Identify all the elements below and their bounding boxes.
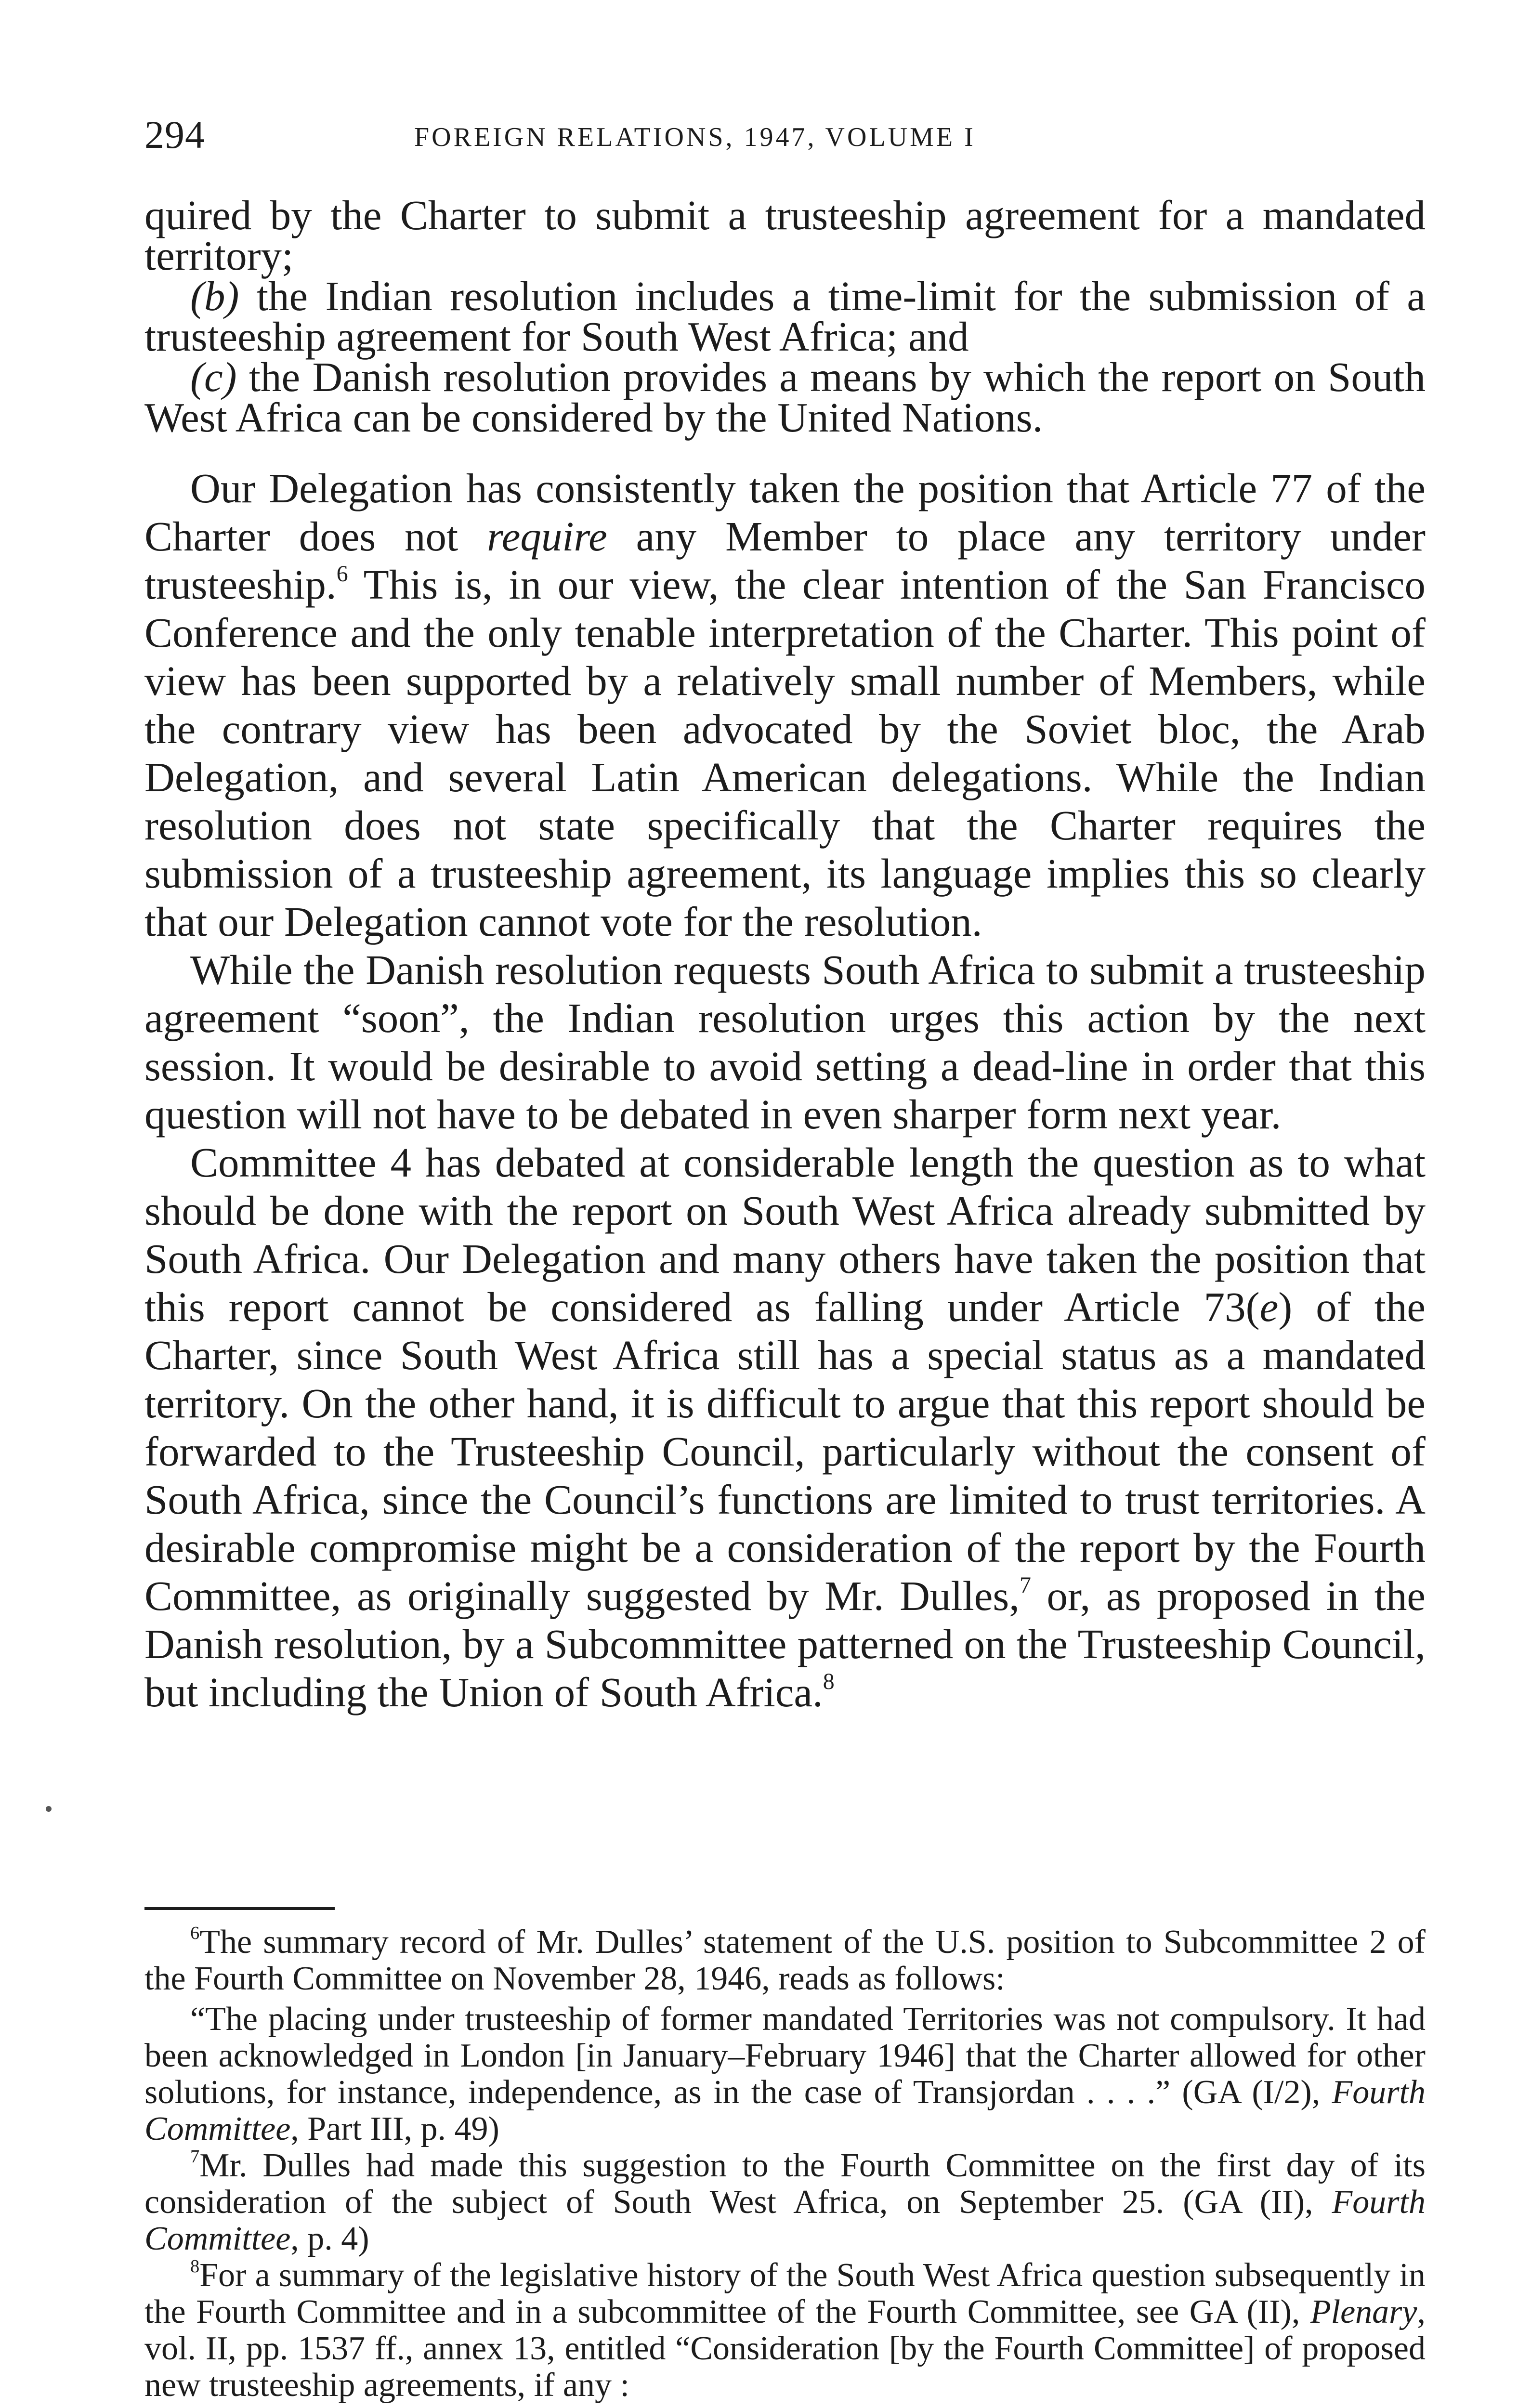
running-head: FOREIGN RELATIONS, 1947, VOLUME I [414, 122, 976, 152]
footnote-ref-6: 6 [336, 561, 348, 587]
footnote-6-quote: “The placing under trusteeship of former mandated Territories was not compulsory. It had been acknowledged in London [in January–February 1946] that the Charter allowed for other solutions, for instance, independence, as in the case of Transjordan . . . .” (GA (I/2), Fourth Committee, Part III, p. 49) [144, 2001, 1426, 2147]
footnote-8: $^8$For a summary of the legislative history of the South West Africa question subsequently in the Fourth Committee and in a subcommittee of the Fourth Committee, see GA (II), Plenary, vol. II, pp. 1537 ff., annex 13, entitled “Consideration [by the Fourth Committee] of proposed new trusteeship agreements, if any : [144, 2256, 1426, 2404]
page-header [144, 108, 1426, 161]
footnote-7: $^7$Mr. Dulles had made this suggestion to the Fourth Committee on the first day of its consideration of the subject of South West Africa, on September 25. (GA (II), Fourth Committee, p. 4) [144, 2146, 1426, 2257]
page-number: 294 [144, 113, 205, 157]
paragraph-danish-resolution: While the Danish resolution requests South Africa to submit a trusteeship agreement “soon”, the Indian resolution urges this action by the next session. It would be desirable to avoid setting a dead-line in order that this question will not have to be debated in even sharper form next year. [144, 946, 1426, 1138]
footnote-6: $^6$The summary record of Mr. Dulles’ statement of the U.S. position to Subcommittee 2 of the Fourth Committee on November 28, 1946, reads as follows: [144, 1923, 1426, 1997]
paragraph-item-c: (c) the Danish resolution provides a means by which the report on South West Africa can be considered by the United Nations. [144, 353, 1426, 441]
footnote-ref-7: 7 [1019, 1572, 1031, 1598]
margin-mark [46, 1806, 52, 1812]
main-text [144, 192, 1426, 1716]
footnote-ref-8: 8 [823, 1669, 835, 1695]
paragraph-committee-4: Committee 4 has debated at considerable length the question as to what should be done with the report on South West Africa already submitted by South Africa. Our Delegation and many others have taken the position that this report cannot be considered as falling under Article 73(e) of the Charter, since South West Africa still has a special status as a mandated territory. On the other hand, it is difficult to argue that this report should be forwarded to the Trusteeship Council, particularly without the consent of South Africa, since the Council’s functions are limited to trust territories. A desirable compromise might be a consideration of the report by the Fourth Committee, as originally suggested by Mr. Dulles,$^7$ or, as proposed in the Danish resolution, by a Subcommittee patterned on the Trusteeship Council, but including the Union of South Africa.$^8$ [144, 1139, 1426, 1715]
paragraph-item-b: (b) the Indian resolution includes a time-limit for the submission of a trusteeship agreement for South West Africa; and [144, 273, 1426, 360]
paragraph-article-77: Our Delegation has consistently taken the position that Article 77 of the Charter does not require any Member to place any territory under trusteeship.$^6$ This is, in our view, the clear intention of the San Francisco Conference and the only tenable interpretation of the Charter. This point of view has been supported by a relatively small number of Members, while the contrary view has been advocated by the Soviet bloc, the Arab Delegation, and several Latin American delegations. While the Indian resolution does not state specifically that the Charter requires the submission of a trusteeship agreement, its language implies this so clearly that our Delegation cannot vote for the resolution. [144, 465, 1426, 945]
footnote-divider [144, 1907, 335, 1910]
footnotes [144, 1924, 1426, 2404]
paragraph-continuation: quired by the Charter to submit a trusteeship agreement for a mandated territory; [144, 192, 1426, 279]
